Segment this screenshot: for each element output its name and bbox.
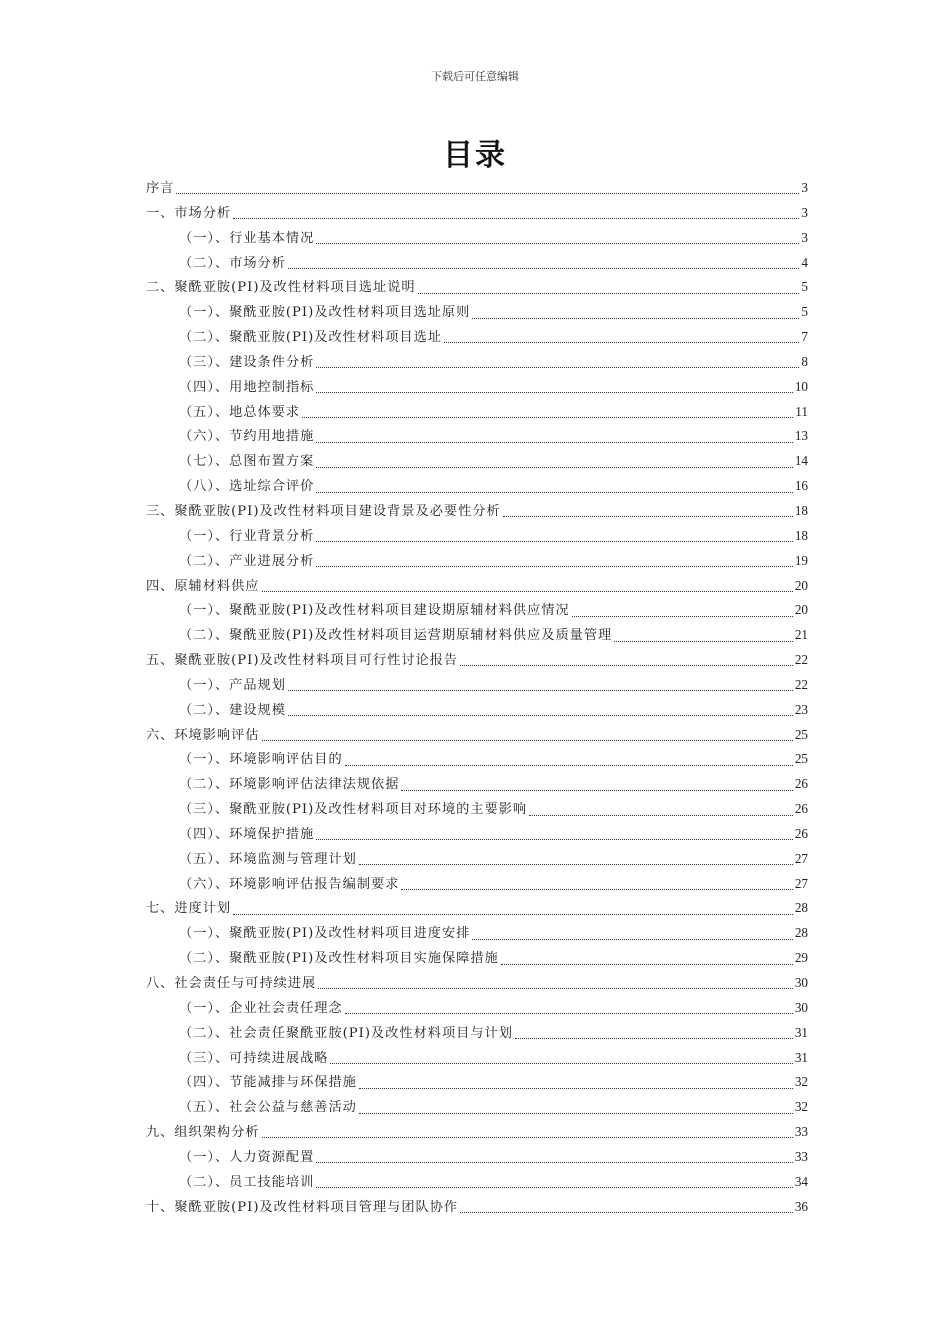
toc-dot-leader	[359, 1087, 793, 1089]
toc-entry[interactable]	[146, 549, 808, 574]
toc-dot-leader	[262, 590, 793, 592]
toc-dot-leader	[359, 863, 793, 865]
toc-entry[interactable]	[146, 1046, 808, 1071]
toc-dot-leader	[460, 1211, 793, 1213]
toc-entry-label: 八、社会责任与可持续进展	[146, 976, 317, 991]
toc-entry-page-number: 25	[794, 751, 808, 767]
toc-entry-label: （一）、聚酰亚胺(PI)及改性材料项目建设期原辅材料供应情况	[179, 603, 570, 619]
toc-entry[interactable]	[146, 1070, 808, 1095]
toc-entry-page-number: 34	[794, 1173, 808, 1189]
toc-entry[interactable]	[146, 822, 808, 847]
toc-entry[interactable]	[146, 847, 808, 872]
toc-dot-leader	[262, 739, 793, 741]
toc-entry-page-number: 13	[794, 428, 808, 444]
toc-dot-leader	[316, 391, 793, 393]
toc-entry-label: 六、环境影响评估	[146, 727, 260, 743]
toc-dot-leader	[316, 242, 799, 244]
toc-entry-page-number: 33	[794, 1124, 808, 1140]
toc-dot-leader	[316, 441, 793, 443]
toc-entry-page-number: 3	[801, 229, 808, 245]
toc-entry-page-number: 21	[794, 627, 808, 643]
toc-entry-page-number: 7	[801, 329, 808, 345]
toc-dot-leader	[262, 1136, 793, 1138]
toc-entry-label: （八）、选址综合评价	[179, 479, 315, 495]
toc-entry-label: （三）、建设条件分析	[179, 354, 315, 370]
toc-entry-label: （五）、地总体要求	[179, 404, 301, 420]
toc-entry-page-number: 11	[795, 403, 808, 419]
toc-entry[interactable]	[146, 574, 808, 599]
toc-entry-label: （二）、环境影响评估法律法规依据	[179, 777, 400, 793]
toc-dot-leader	[345, 764, 793, 766]
toc-entry-page-number: 5	[801, 304, 808, 320]
toc-entry-page-number: 3	[801, 204, 808, 220]
toc-dot-leader	[316, 366, 799, 368]
toc-dot-leader	[302, 416, 793, 418]
toc-entry-page-number: 19	[794, 552, 808, 568]
toc-dot-leader	[503, 515, 793, 517]
toc-entry-label: （二）、聚酰亚胺(PI)及改性材料项目选址	[179, 330, 442, 346]
toc-entry-label: 十、聚酰亚胺(PI)及改性材料项目管理与团队协作	[146, 1199, 459, 1215]
toc-entry-label: （一）、聚酰亚胺(PI)及改性材料项目选址原则	[179, 305, 471, 321]
toc-entry-label: （六）、节约用地措施	[179, 429, 315, 445]
toc-entry-page-number: 10	[794, 378, 808, 394]
toc-entry-page-number: 27	[794, 875, 808, 891]
toc-dot-leader	[359, 1112, 793, 1114]
toc-entry-label: 七、进度计划	[146, 901, 232, 917]
toc-dot-leader	[316, 1161, 793, 1163]
toc-entry-page-number: 36	[794, 1198, 808, 1214]
toc-dot-leader	[401, 789, 792, 791]
toc-entry[interactable]	[146, 524, 808, 549]
toc-dot-leader	[316, 491, 793, 493]
toc-entry[interactable]	[146, 673, 808, 698]
toc-entry[interactable]	[146, 872, 808, 897]
toc-entry-page-number: 32	[794, 1074, 808, 1090]
toc-entry-page-number: 8	[801, 353, 808, 369]
toc-entry-page-number: 3	[801, 180, 808, 195]
toc-entry-page-number: 25	[794, 726, 808, 742]
page-title: 目录	[443, 138, 507, 173]
toc-entry[interactable]	[146, 921, 808, 946]
toc-entry-label: （二）、聚酰亚胺(PI)及改性材料项目运营期原辅材料供应及质量管理	[179, 628, 613, 644]
toc-dot-leader	[472, 938, 792, 940]
toc-dot-leader	[316, 838, 793, 840]
toc-entry-label: （七）、总图布置方案	[179, 454, 315, 470]
toc-entry[interactable]	[146, 1145, 808, 1170]
toc-dot-leader	[529, 814, 793, 816]
toc-dot-leader	[614, 640, 793, 642]
toc-dot-leader	[460, 664, 793, 666]
toc-entry-page-number: 26	[794, 825, 808, 841]
toc-entry[interactable]	[146, 1095, 808, 1120]
toc-entry-page-number: 26	[794, 776, 808, 792]
toc-entry-label: 二、聚酰亚胺(PI)及改性材料项目选址说明	[146, 280, 416, 296]
toc-entry-label: （一）、行业基本情况	[179, 230, 315, 246]
toc-entry[interactable]	[146, 797, 808, 822]
toc-entry[interactable]	[146, 375, 808, 400]
toc-dot-leader	[288, 689, 793, 691]
toc-entry-page-number: 28	[794, 900, 808, 916]
toc-entry-label: （五）、环境监测与管理计划	[179, 851, 357, 867]
toc-entry[interactable]	[146, 251, 808, 276]
toc-dot-leader	[318, 987, 793, 989]
toc-entry-label: （三）、可持续进展战略	[179, 1050, 329, 1066]
toc-entry-label: （一）、企业社会责任理念	[179, 1000, 343, 1016]
toc-entry-label: （一）、聚酰亚胺(PI)及改性材料项目进度安排	[179, 926, 471, 942]
toc-entry-page-number: 27	[794, 850, 808, 866]
toc-entry-page-number: 33	[794, 1148, 808, 1164]
toc-entry-label: （二）、建设规模	[179, 702, 286, 718]
toc-entry-label: 三、聚酰亚胺(PI)及改性材料项目建设背景及必要性分析	[146, 503, 501, 519]
toc-entry-page-number: 22	[794, 676, 808, 692]
table-of-contents	[146, 176, 808, 1219]
toc-entry-label: 一、市场分析	[146, 205, 232, 221]
toc-entry-label: （二）、产业进展分析	[179, 553, 315, 569]
toc-dot-leader	[572, 615, 793, 617]
toc-entry[interactable]	[146, 1021, 808, 1046]
toc-dot-leader	[176, 192, 799, 194]
toc-entry-page-number: 16	[794, 478, 808, 494]
toc-entry-label: （一）、行业背景分析	[179, 528, 315, 544]
toc-entry-page-number: 20	[794, 577, 808, 593]
toc-entry[interactable]	[146, 1120, 808, 1145]
toc-entry[interactable]	[146, 946, 808, 971]
toc-entry-label: （二）、社会责任聚酰亚胺(PI)及改性材料项目与计划	[179, 1025, 513, 1041]
toc-entry[interactable]	[146, 1170, 808, 1195]
toc-entry[interactable]	[146, 772, 808, 797]
toc-entry-label: （三）、聚酰亚胺(PI)及改性材料项目对环境的主要影响	[179, 802, 528, 818]
toc-dot-leader	[401, 888, 792, 890]
toc-entry-label: 五、聚酰亚胺(PI)及改性材料项目可行性讨论报告	[146, 653, 459, 669]
toc-dot-leader	[472, 317, 799, 319]
toc-entry-label: （五）、社会公益与慈善活动	[179, 1100, 357, 1116]
toc-entry[interactable]	[146, 176, 808, 201]
toc-entry[interactable]	[146, 723, 808, 748]
toc-entry-page-number: 14	[794, 453, 808, 469]
toc-dot-leader	[288, 267, 800, 269]
toc-entry-label: （二）、员工技能培训	[179, 1174, 315, 1190]
toc-entry[interactable]	[146, 648, 808, 673]
toc-entry[interactable]	[146, 971, 808, 996]
toc-entry-label: （四）、环境保护措施	[179, 826, 315, 842]
toc-entry-page-number: 28	[794, 925, 808, 941]
toc-dot-leader	[515, 1037, 793, 1039]
toc-entry-page-number: 31	[794, 1024, 808, 1040]
toc-dot-leader	[316, 1186, 793, 1188]
toc-entry-label: （一）、环境影响评估目的	[179, 752, 343, 768]
toc-entry-page-number: 29	[794, 950, 808, 966]
toc-entry-label: （一）、人力资源配置	[179, 1149, 315, 1165]
toc-entry-page-number: 18	[794, 527, 808, 543]
toc-entry[interactable]	[146, 623, 808, 648]
toc-entry[interactable]	[146, 747, 808, 772]
toc-entry[interactable]	[146, 424, 808, 449]
toc-entry-page-number: 26	[794, 801, 808, 817]
toc-dot-leader	[316, 466, 793, 468]
toc-entry-label: 九、组织架构分析	[146, 1125, 260, 1141]
toc-entry[interactable]	[146, 698, 808, 723]
toc-entry-page-number: 30	[794, 999, 808, 1015]
toc-entry-page-number: 30	[794, 975, 808, 990]
toc-dot-leader	[233, 913, 793, 915]
toc-dot-leader	[330, 1062, 792, 1064]
toc-dot-leader	[316, 540, 793, 542]
toc-entry-page-number: 20	[794, 602, 808, 618]
toc-entry-page-number: 23	[794, 701, 808, 717]
toc-dot-leader	[444, 341, 799, 343]
toc-dot-leader	[345, 1012, 793, 1014]
toc-entry-page-number: 18	[794, 502, 808, 518]
toc-entry[interactable]	[146, 275, 808, 300]
page-header: 下载后可任意编辑	[431, 70, 519, 83]
toc-entry-label: （四）、用地控制指标	[179, 379, 315, 395]
toc-entry-label: （四）、节能减排与环保措施	[179, 1075, 357, 1091]
toc-dot-leader	[316, 565, 793, 567]
toc-entry-label: 序言	[146, 181, 175, 196]
toc-entry[interactable]	[146, 350, 808, 375]
toc-entry[interactable]	[146, 598, 808, 623]
toc-entry-label: （六）、环境影响评估报告编制要求	[179, 876, 400, 892]
toc-entry[interactable]	[146, 896, 808, 921]
toc-entry-label: （一）、产品规划	[179, 677, 286, 693]
toc-entry-page-number: 32	[794, 1099, 808, 1115]
toc-dot-leader	[418, 292, 800, 294]
toc-entry[interactable]	[146, 474, 808, 499]
toc-entry[interactable]	[146, 226, 808, 251]
toc-entry[interactable]	[146, 449, 808, 474]
toc-dot-leader	[501, 963, 793, 965]
toc-entry[interactable]	[146, 499, 808, 524]
toc-entry[interactable]	[146, 325, 808, 350]
toc-entry-label: （二）、市场分析	[179, 255, 286, 271]
toc-entry-page-number: 5	[801, 279, 808, 295]
toc-entry[interactable]	[146, 201, 808, 226]
toc-dot-leader	[233, 217, 799, 219]
toc-entry[interactable]	[146, 996, 808, 1021]
toc-entry[interactable]	[146, 300, 808, 325]
toc-dot-leader	[288, 714, 793, 716]
toc-entry-label: 四、原辅材料供应	[146, 578, 260, 594]
toc-entry[interactable]	[146, 1195, 808, 1220]
toc-entry-page-number: 22	[794, 652, 808, 668]
toc-entry-label: （二）、聚酰亚胺(PI)及改性材料项目实施保障措施	[179, 951, 499, 967]
toc-entry-page-number: 4	[801, 254, 808, 270]
toc-entry[interactable]	[146, 400, 808, 425]
toc-entry-page-number: 31	[794, 1049, 808, 1065]
